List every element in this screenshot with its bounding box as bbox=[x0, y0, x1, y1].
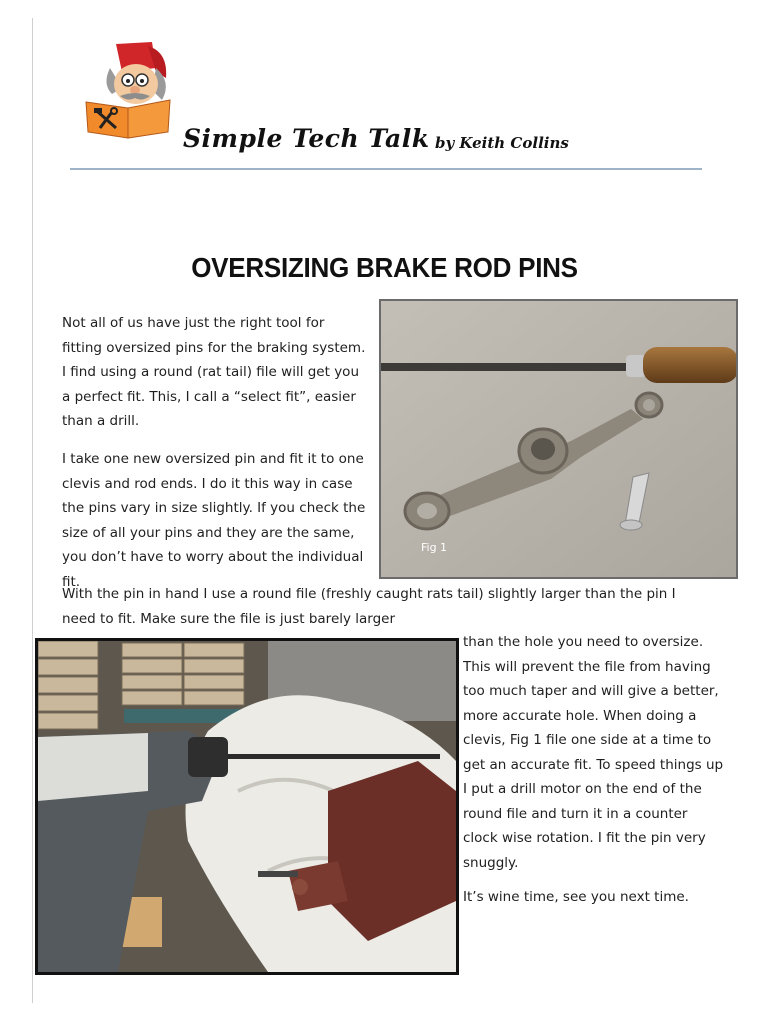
mascot-logo bbox=[82, 38, 174, 142]
figure-1-photo bbox=[379, 299, 738, 579]
paragraph-fitting: I take one new oversized pin and fit it to one clevis and rod ends. I do it this way in case the pins vary in size slightly. If you check the size of all your pins and they are the same, you don’t have to worry about the individual fit. bbox=[62, 451, 366, 590]
figure-1-label: Fig 1 bbox=[421, 541, 448, 554]
newsletter-title: Simple Tech Talk bbox=[183, 124, 430, 153]
author-byline: by Keith Collins bbox=[435, 134, 569, 152]
paragraph-file-continued: than the hole you need to oversize. This will prevent the file from having too much taper and will give a better, more accurate hole. When doing a clevis, Fig 1 file one side at a time to get an accurate fit. To speed things up I put a drill motor on the end of the round file and turn it in a counter clock wise rotation. I fit the pin very snuggly. bbox=[463, 634, 724, 871]
paragraph-intro: Not all of us have just the right tool for fitting oversized pins for the braking system. I find using a round (rat tail) file will get you a perfect fit. This, I call a “select fit”, easier than a drill. bbox=[62, 315, 366, 429]
header-divider bbox=[70, 168, 702, 170]
figure-2-photo bbox=[35, 638, 459, 975]
paragraph-file-start: With the pin in hand I use a round file (freshly caught rats tail) slightly larger than the pin I need to fit. Make sure the file is just barely larger bbox=[62, 586, 676, 627]
article-title: OVERSIZING BRAKE ROD PINS bbox=[191, 252, 578, 283]
page-margin-line bbox=[32, 18, 33, 1003]
paragraph-closing: It’s wine time, see you next time. bbox=[463, 889, 689, 905]
